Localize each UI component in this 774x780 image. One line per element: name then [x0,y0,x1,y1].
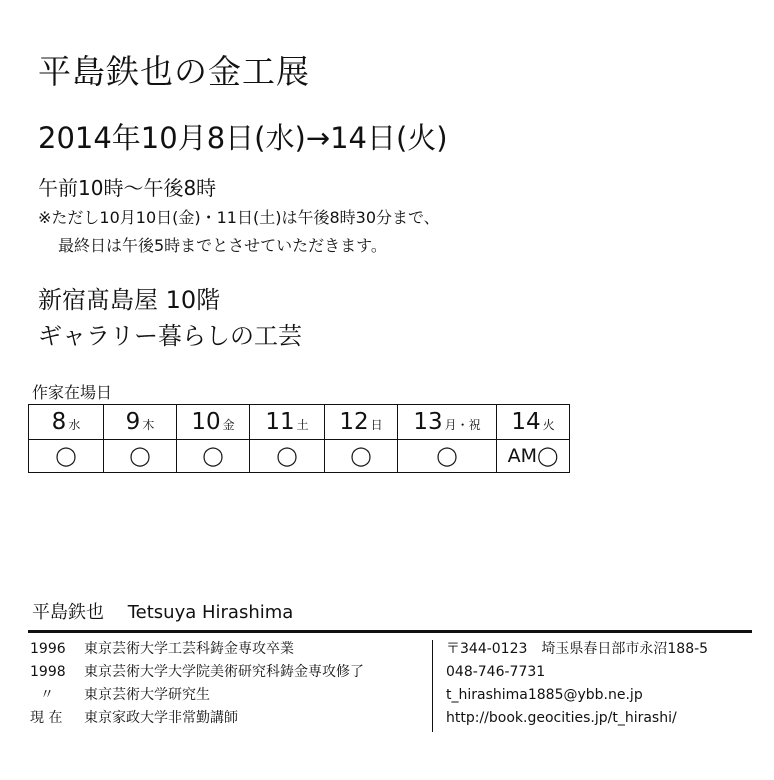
day-weekday: 金 [222,418,235,432]
attendance-marks-row [29,440,570,473]
hours-note-line1: ※ただし10月10日(金)・11日(土)は午後8時30分まで、 [38,208,440,227]
contact-website[interactable]: http://book.geocities.jp/t_hirashi/ [446,710,677,726]
day-weekday: 月・祝 [444,418,481,432]
bio-entry [30,638,364,661]
day-number: 8 [51,409,67,435]
attendance-mark [177,440,250,473]
attendance-mark [250,440,325,473]
attendance-mark-text: ◯ [350,445,372,467]
attendance-mark-text: ◯ [202,445,224,467]
day-cell [497,405,570,440]
day-weekday: 木 [142,418,155,432]
exhibition-dates: 2014年10月8日(水)→14日(火) [38,121,448,155]
bio-entry [30,707,364,730]
contact-phone: 048-746-7731 [446,664,546,680]
bio-entry [30,661,364,684]
day-weekday: 日 [370,418,383,432]
attendance-mark-text: ◯ [55,445,77,467]
day-number: 10 [191,409,221,435]
artist-name [32,598,293,624]
artist-name-en: Tetsuya Hirashima [127,602,294,623]
attendance-mark-text: AM◯ [507,445,559,467]
bio-entry [30,684,364,707]
day-number: 14 [511,409,541,435]
day-number: 11 [265,409,295,435]
attendance-mark [29,440,104,473]
bio-year: 現 在 [30,710,63,726]
day-weekday: 土 [296,418,309,432]
attendance-mark [497,440,570,473]
venue-store: 新宿髙島屋 10階 [38,286,221,314]
exhibition-title: 平島鉄也の金工展 [38,52,310,91]
day-cell [250,405,325,440]
attendance-mark-text: ◯ [436,445,458,467]
day-weekday: 水 [68,418,81,432]
bio-year: 1998 [30,664,66,680]
day-cell [177,405,250,440]
attendance-label: 作家在場日 [32,383,113,402]
bio-text: 東京芸術大学工芸科鋳金専攻卒業 [84,641,294,657]
attendance-mark [398,440,497,473]
artist-name-ja: 平島鉄也 [32,602,104,623]
attendance-table [28,404,570,473]
day-weekday: 火 [542,418,555,432]
day-number: 13 [413,409,443,435]
day-cell [325,405,398,440]
artist-biography [30,638,364,730]
attendance-mark [325,440,398,473]
bio-text: 東京家政大学非常勤講師 [84,710,238,726]
bio-year: 〃 [40,687,54,703]
attendance-mark-text: ◯ [129,445,151,467]
vertical-divider [432,640,433,732]
day-number: 12 [339,409,369,435]
horizontal-divider [28,630,752,633]
day-number: 9 [125,409,141,435]
contact-info [446,638,708,730]
attendance-mark-text: ◯ [276,445,298,467]
attendance-mark [104,440,177,473]
day-cell [104,405,177,440]
contact-address: 〒344-0123 埼玉県春日部市永沼188-5 [446,641,709,657]
day-cell [398,405,497,440]
venue-gallery: ギャラリー暮らしの工芸 [38,322,302,350]
opening-hours: 午前10時～午後8時 [38,176,217,200]
bio-text: 東京芸術大学研究生 [84,687,210,703]
bio-year: 1996 [30,641,66,657]
bio-text: 東京芸術大学大学院美術研究科鋳金専攻修了 [84,664,364,680]
attendance-days-row [29,405,570,440]
contact-email[interactable]: t_hirashima1885@ybb.ne.jp [446,687,643,703]
hours-note-line2: 最終日は午後5時までとさせていただきます。 [58,236,387,255]
day-cell [29,405,104,440]
